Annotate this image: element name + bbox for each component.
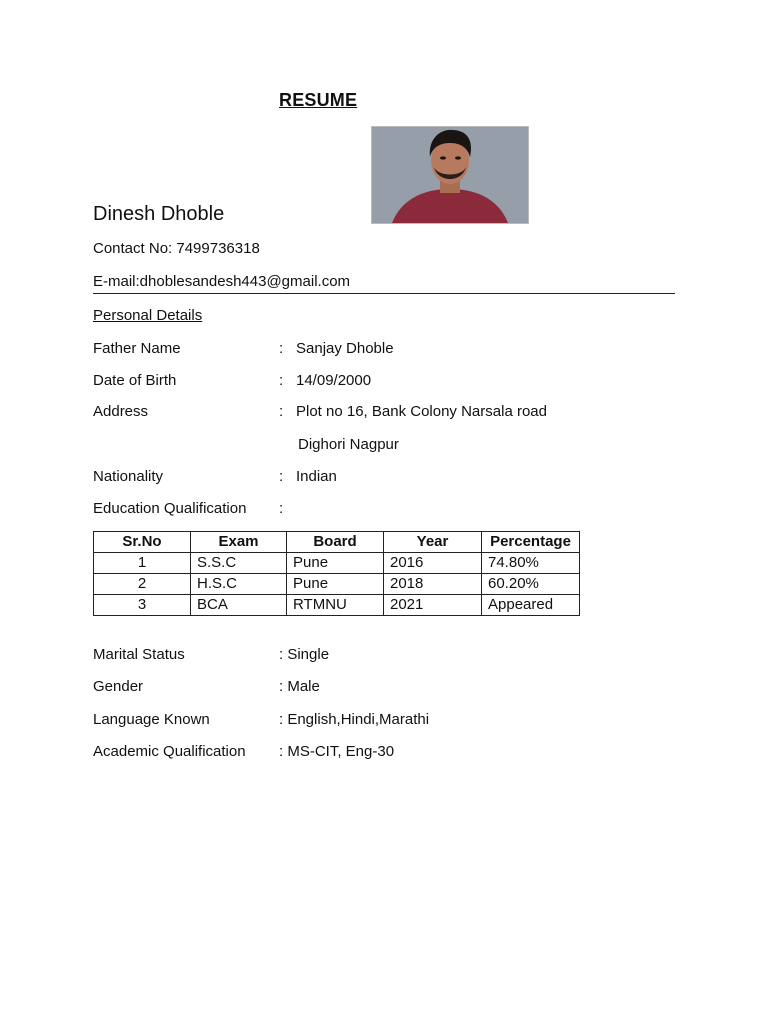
- cell-exam: H.S.C: [191, 574, 287, 595]
- language-label: Language Known: [93, 711, 210, 728]
- cell-srno: 3: [94, 595, 191, 616]
- nationality-colon: :: [279, 468, 284, 485]
- gender-value: : Male: [279, 678, 320, 695]
- address-label: Address: [93, 403, 149, 420]
- cell-year: 2016: [384, 553, 482, 574]
- dob-value: 14/09/2000: [296, 372, 372, 389]
- email-address: E-mail:dhoblesandesh443@gmail.com: [93, 273, 351, 290]
- table-header-row: [94, 532, 580, 553]
- cell-exam: BCA: [191, 595, 287, 616]
- header-year: Year: [384, 532, 482, 553]
- dob-label: Date of Birth: [93, 372, 177, 389]
- gender-label: Gender: [93, 678, 144, 695]
- nationality-label: Nationality: [93, 468, 164, 485]
- table-row: [94, 595, 580, 616]
- academic-qualification-value: : MS-CIT, Eng-30: [279, 743, 395, 760]
- contact-number: Contact No: 7499736318: [93, 240, 260, 257]
- language-value: : English,Hindi,Marathi: [279, 711, 430, 728]
- cell-percentage: 60.20%: [482, 574, 580, 595]
- father-name-label: Father Name: [93, 340, 181, 357]
- address-colon: :: [279, 403, 284, 420]
- marital-status-label: Marital Status: [93, 646, 185, 663]
- cell-year: 2021: [384, 595, 482, 616]
- header-board: Board: [287, 532, 384, 553]
- cell-board: RTMNU: [287, 595, 384, 616]
- father-name-colon: :: [279, 340, 284, 357]
- cell-srno: 2: [94, 574, 191, 595]
- cell-board: Pune: [287, 574, 384, 595]
- table-row: [94, 553, 580, 574]
- cell-srno: 1: [94, 553, 191, 574]
- academic-qualification-label: Academic Qualification: [93, 743, 246, 760]
- father-name-value: Sanjay Dhoble: [296, 340, 394, 357]
- marital-status-value: : Single: [279, 646, 330, 663]
- address-line-2: Dighori Nagpur: [298, 436, 399, 453]
- cell-board: Pune: [287, 553, 384, 574]
- education-label: Education Qualification: [93, 500, 247, 517]
- candidate-name: Dinesh Dhoble: [93, 203, 225, 225]
- header-divider: [93, 293, 675, 294]
- dob-colon: :: [279, 372, 284, 389]
- header-percentage: Percentage: [482, 532, 580, 553]
- education-table: [93, 531, 580, 616]
- cell-percentage: 74.80%: [482, 553, 580, 574]
- education-colon: :: [279, 500, 284, 517]
- table-row: [94, 574, 580, 595]
- nationality-value: Indian: [296, 468, 337, 485]
- cell-exam: S.S.C: [191, 553, 287, 574]
- resume-title: RESUME: [279, 90, 358, 110]
- portrait-image: [372, 127, 528, 223]
- header-exam: Exam: [191, 532, 287, 553]
- personal-details-heading: Personal Details: [93, 307, 203, 324]
- cell-year: 2018: [384, 574, 482, 595]
- address-line-1: Plot no 16, Bank Colony Narsala road: [296, 403, 547, 420]
- cell-percentage: Appeared: [482, 595, 580, 616]
- header-srno: Sr.No: [94, 532, 191, 553]
- profile-photo: [371, 126, 529, 224]
